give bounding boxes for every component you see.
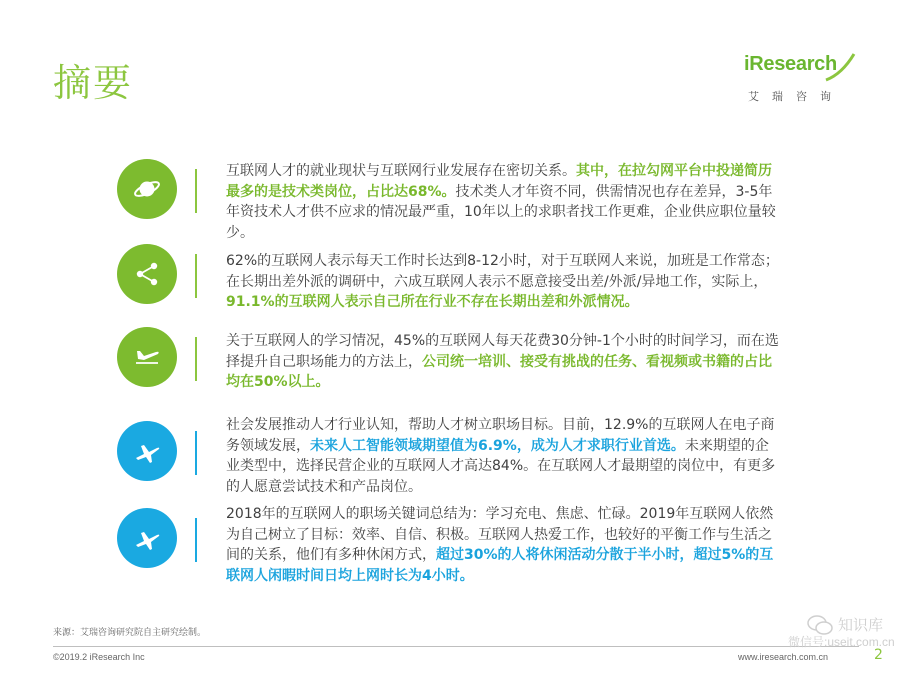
summary-text-2 (226, 251, 782, 313)
airplane-icon (117, 508, 177, 568)
summary-text-3 (226, 331, 782, 393)
row-divider (195, 254, 197, 298)
row-divider (195, 431, 197, 475)
footer-divider (53, 646, 859, 647)
site-url: www.iresearch.com.cn (738, 652, 829, 662)
highlight-segment: 公司统一培训、接受有挑战的任务、看视频或书籍的占比均在50%以上。 (226, 353, 772, 390)
row-divider (195, 337, 197, 381)
text-segment: 互联网人才的就业现状与互联网行业发展存在密切关系。 (226, 163, 576, 179)
text-segment: 62%的互联网人表示每天工作时长达到8-12小时，对于互联网人来说，加班是工作常态；在长期出差外派的调研中，六成互联网人表示不愿意接受出差/外派/异地工作，实际上， (226, 253, 779, 290)
logo-wordmark: iResearch (744, 53, 837, 75)
airplane-icon (117, 421, 177, 481)
highlight-segment: 其中，在拉勾网平台中投递简历最多的是技术类岗位，占比达68%。 (226, 163, 772, 200)
watermark-account: 微信号:useit.com.cn (788, 635, 895, 649)
row-divider (195, 518, 197, 562)
text-segment: 关于互联网人的学习情况，45%的互联网人每天花费30分钟-1个小时的时间学习，而在选择提升自己职场能力的方法上， (226, 333, 779, 370)
page-number: 2 (874, 647, 883, 663)
highlight-segment: 超过30%的人将休闲活动分散于半小时，超过5%的互联网人闲暇时间日均上网时长为4小时。 (226, 547, 774, 584)
summary-text-1 (226, 161, 782, 243)
highlight-segment: 未来人工智能领域期望值为6.9%，成为人才求职行业首选。 (310, 437, 685, 454)
highlight-segment: 91.1%的互联网人表示自己所在行业不存在长期出差和外派情况。 (226, 294, 639, 310)
text-segment: 2018年的互联网人的职场关键词总结为：学习充电、焦虑、忙碌。2019年互联网人依然为自己树立了目标：效率、自信、积极。互联网人热爱工作，也较好的平衡工作与生活之间的关系，他们有多种休闲方式， (226, 506, 774, 563)
watermark-name: 知识库 (838, 616, 884, 634)
text-segment: 技术类人才年资不同，供需情况也存在差异，3-5年年资技术人才供不应求的情况最严重，10年以上的求职者找工作更难，企业供应职位量较少。 (226, 183, 776, 241)
planet-icon (117, 159, 177, 219)
summary-text-5 (226, 504, 782, 586)
text-segment: 社会发展推动人才行业认知，帮助人才树立职场目标。目前，12.9%的互联网人在电子商务领域发展， (226, 417, 775, 454)
source-note: 来源：艾瑞咨询研究院自主研究绘制。 (53, 628, 207, 638)
iresearch-logo (742, 50, 858, 102)
takeoff-icon (117, 327, 177, 387)
row-divider (195, 169, 197, 213)
page-title: 摘要 (53, 61, 134, 105)
copyright: ©2019.2 iResearch Inc (53, 652, 145, 662)
text-segment: 未来期望的企业类型中，选择民营企业的互联网人才高达84%。在互联网人才最期望的岗位中，有更多的人愿意尝试技术和产品岗位。 (226, 437, 776, 495)
logo-subtitle: 艾瑞咨询 (748, 90, 844, 103)
summary-text-4 (226, 415, 782, 497)
share-icon (117, 244, 177, 304)
